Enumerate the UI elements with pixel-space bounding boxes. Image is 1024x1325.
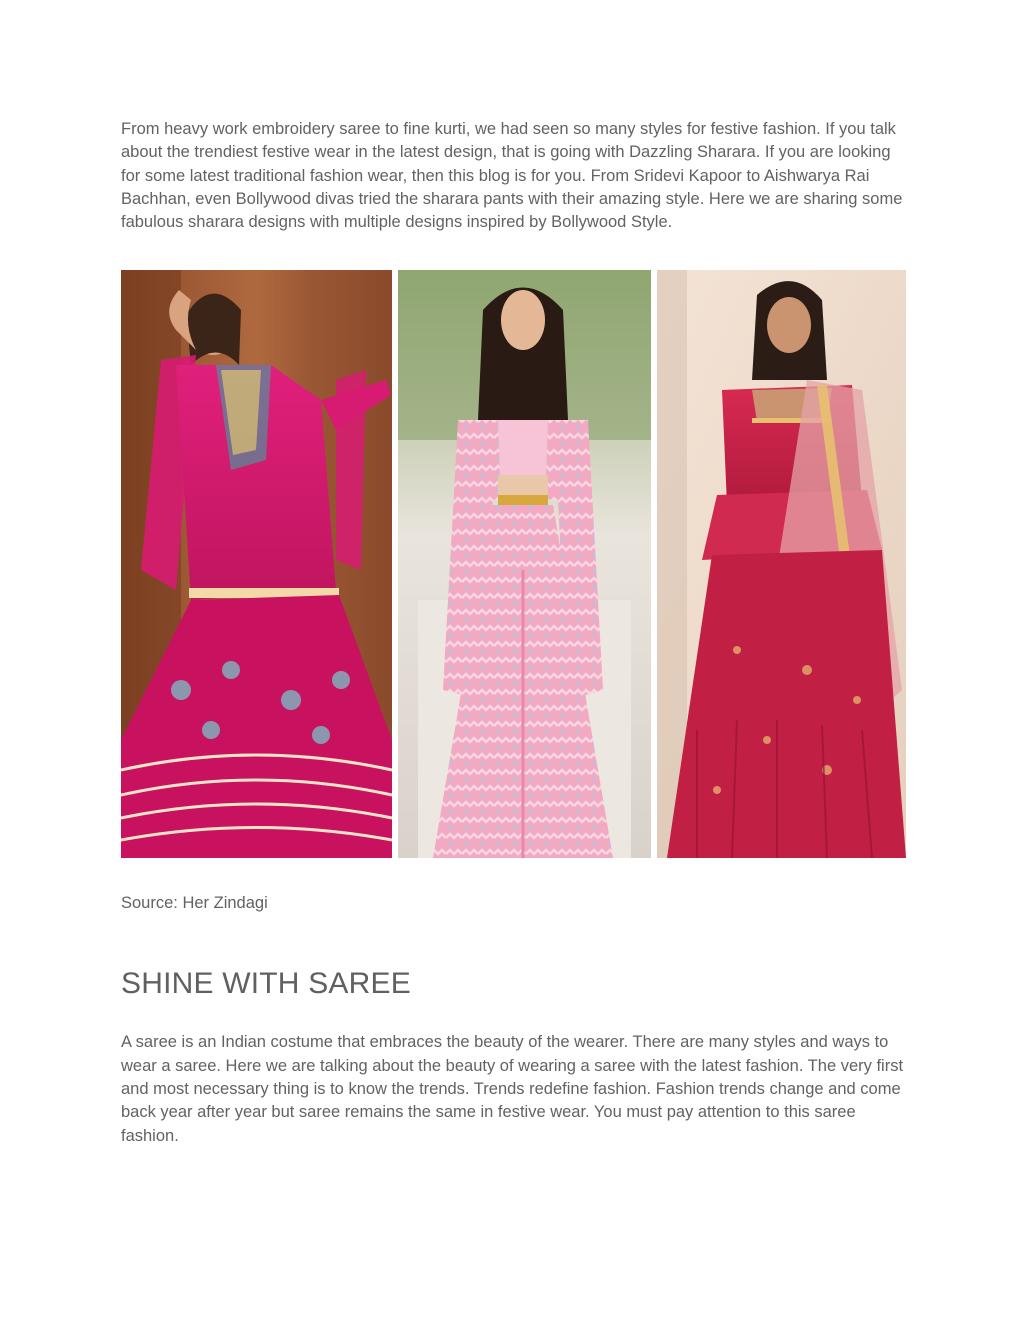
image-source-caption: Source: Her Zindagi (121, 894, 268, 913)
photo-pink-sharara (398, 270, 651, 858)
sharara-photo-collage (121, 270, 906, 858)
document-page (121, 118, 906, 1148)
section-heading: SHINE WITH SAREE (121, 967, 411, 1001)
intro-paragraph: From heavy work embroidery saree to fine kurti, we had seen so many styles for festive fashion. If you talk about the trendiest festive wear in the latest design, that is going with Dazzling Sharara. If you are looking for some latest traditional fashion wear, then this blog is for you. From Sridevi Kapoor to Aishwarya Rai Bachhan, even Bollywood divas tried the sharara pants with their amazing style. Here we are sharing some fabulous sharara designs with multiple designs inspired by Bollywood Style. (121, 120, 903, 232)
saree-paragraph: A saree is an Indian costume that embraces the beauty of the wearer. There are many styles and ways to wear a saree. Here we are talking about the beauty of wearing a saree with the latest fashion. The very first and most necessary thing is to know the trends. Trends redefine fashion. Fashion trends change and come back year after year but saree remains the same in festive wear. You must pay attention to this saree fashion. (121, 1033, 904, 1145)
photo-red-sharara (657, 270, 906, 858)
photo-magenta-sharara (121, 270, 392, 858)
